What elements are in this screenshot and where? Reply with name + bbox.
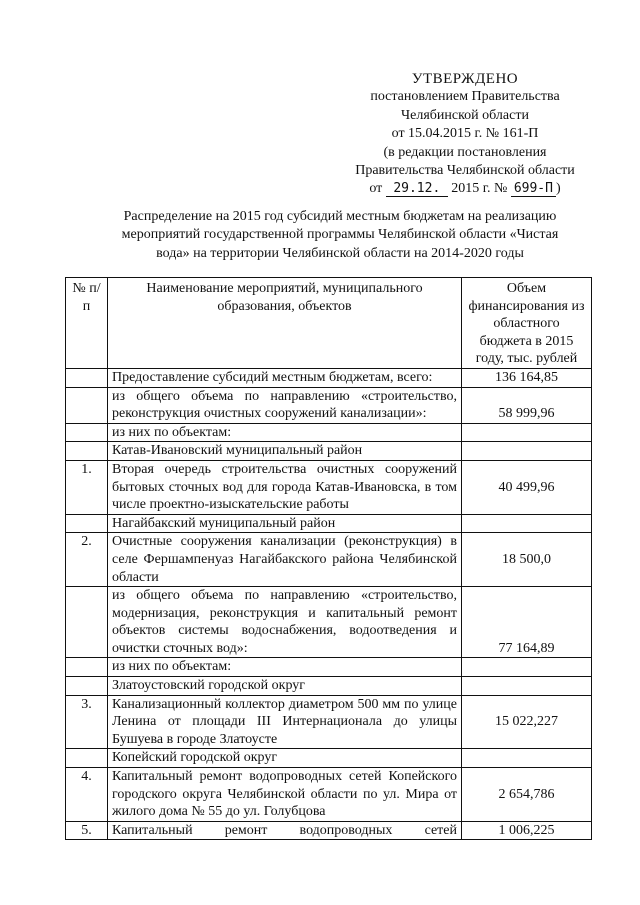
row-amount: 40 499,96 [462, 460, 592, 514]
row-num: 5. [66, 821, 108, 840]
row-name: из них по объектам: [108, 658, 462, 677]
table-row [66, 533, 592, 587]
close-paren: ) [555, 181, 561, 197]
year-text: 2015 г. [451, 181, 491, 197]
approval-block [350, 70, 580, 199]
row-amount: 15 022,227 [462, 695, 592, 749]
row-amount: 1 006,225 [462, 821, 592, 840]
row-num [66, 368, 108, 387]
heading-line: мероприятий государственной программы Челябинской области «Чистая [121, 227, 559, 243]
handwritten-date: 29.12. [386, 181, 448, 197]
table-row [66, 821, 592, 840]
row-amount: 58 999,96 [462, 387, 592, 423]
row-amount: 2 654,786 [462, 768, 592, 822]
row-num [66, 587, 108, 658]
row-num: 2. [66, 533, 108, 587]
row-name: Катав-Ивановский муниципальный район [108, 442, 462, 461]
heading-line: Распределение на 2015 год субсидий местным бюджетам на реализацию [123, 209, 557, 224]
approval-line: Правительства Челябинской области [355, 163, 575, 179]
header-name: Наименование мероприятий, муниципального образования, объектов [108, 278, 462, 369]
heading-line: вода» на территории Челябинской области на 2014-2020 годы [156, 245, 524, 261]
row-amount [462, 423, 592, 442]
number-sign: № [493, 181, 508, 197]
row-name: Копейский городской округ [108, 749, 462, 768]
row-name: Капитальный ремонт водопроводных сетей [108, 821, 462, 840]
approval-line: постановлением Правительства [370, 89, 560, 105]
row-num: 4. [66, 768, 108, 822]
row-amount [462, 658, 592, 677]
table-header-row [66, 278, 592, 369]
table-row [66, 677, 592, 696]
row-name: Златоустовский городской округ [108, 677, 462, 696]
row-amount: 77 164,89 [462, 587, 592, 658]
row-num: 3. [66, 695, 108, 749]
table-row [66, 387, 592, 423]
row-amount: 18 500,0 [462, 533, 592, 587]
document-heading [95, 208, 585, 263]
row-amount [462, 442, 592, 461]
row-num [66, 442, 108, 461]
table-row [66, 423, 592, 442]
table-row [66, 460, 592, 514]
subsidy-table [65, 277, 592, 840]
row-name: Нагайбакский муниципальный район [108, 514, 462, 533]
approval-line: (в редакции постановления [383, 144, 547, 160]
row-amount [462, 749, 592, 768]
row-amount: 136 164,85 [462, 368, 592, 387]
approval-line: Челябинской области [401, 107, 529, 123]
table-row [66, 695, 592, 749]
approval-date-line [350, 180, 580, 198]
table-row [66, 768, 592, 822]
table-row [66, 514, 592, 533]
row-num [66, 423, 108, 442]
row-num [66, 658, 108, 677]
row-name: из них по объектам: [108, 423, 462, 442]
table-row [66, 749, 592, 768]
row-num [66, 514, 108, 533]
table-row [66, 587, 592, 658]
row-num [66, 677, 108, 696]
row-num: 1. [66, 460, 108, 514]
row-name: из общего объема по направлению «строительство, реконструкция очистных сооружений канализации»: [108, 387, 462, 423]
approval-line: от 15.04.2015 г. № 161-П [391, 126, 539, 142]
handwritten-number: 699-П [511, 181, 556, 197]
row-name: Вторая очередь строительства очистных сооружений бытовых сточных вод для города Катав-Ивановска, в том числе проектно-изыскательские работы [108, 460, 462, 514]
date-prefix: от [369, 181, 383, 197]
row-name: Предоставление субсидий местным бюджетам, всего: [108, 368, 462, 387]
row-num [66, 387, 108, 423]
table-row [66, 658, 592, 677]
row-amount [462, 677, 592, 696]
header-amount: Объем финансирования из областного бюджета в 2015 году, тыс. рублей [462, 278, 592, 369]
table-row [66, 368, 592, 387]
table-row [66, 442, 592, 461]
row-name: Канализационный коллектор диаметром 500 мм по улице Ленина от площади III Интернационала до улицы Бушуева в городе Златоусте [108, 695, 462, 749]
row-name: Капитальный ремонт водопроводных сетей Копейского городского округа Челябинской области по ул. Мира от жилого дома № 55 до ул. Голубцова [108, 768, 462, 822]
approval-title: УТВЕРЖДЕНО [411, 71, 519, 87]
row-num [66, 749, 108, 768]
row-amount [462, 514, 592, 533]
row-name: из общего объема по направлению «строительство, модернизация, реконструкция и капитальный ремонт объектов системы водоснабжения, водоотведения и очистки сточных вод»: [108, 587, 462, 658]
header-num: № п/п [66, 278, 108, 369]
row-name: Очистные сооружения канализации (реконструкция) в селе Фершампенуаз Нагайбакского района Челябинской области [108, 533, 462, 587]
